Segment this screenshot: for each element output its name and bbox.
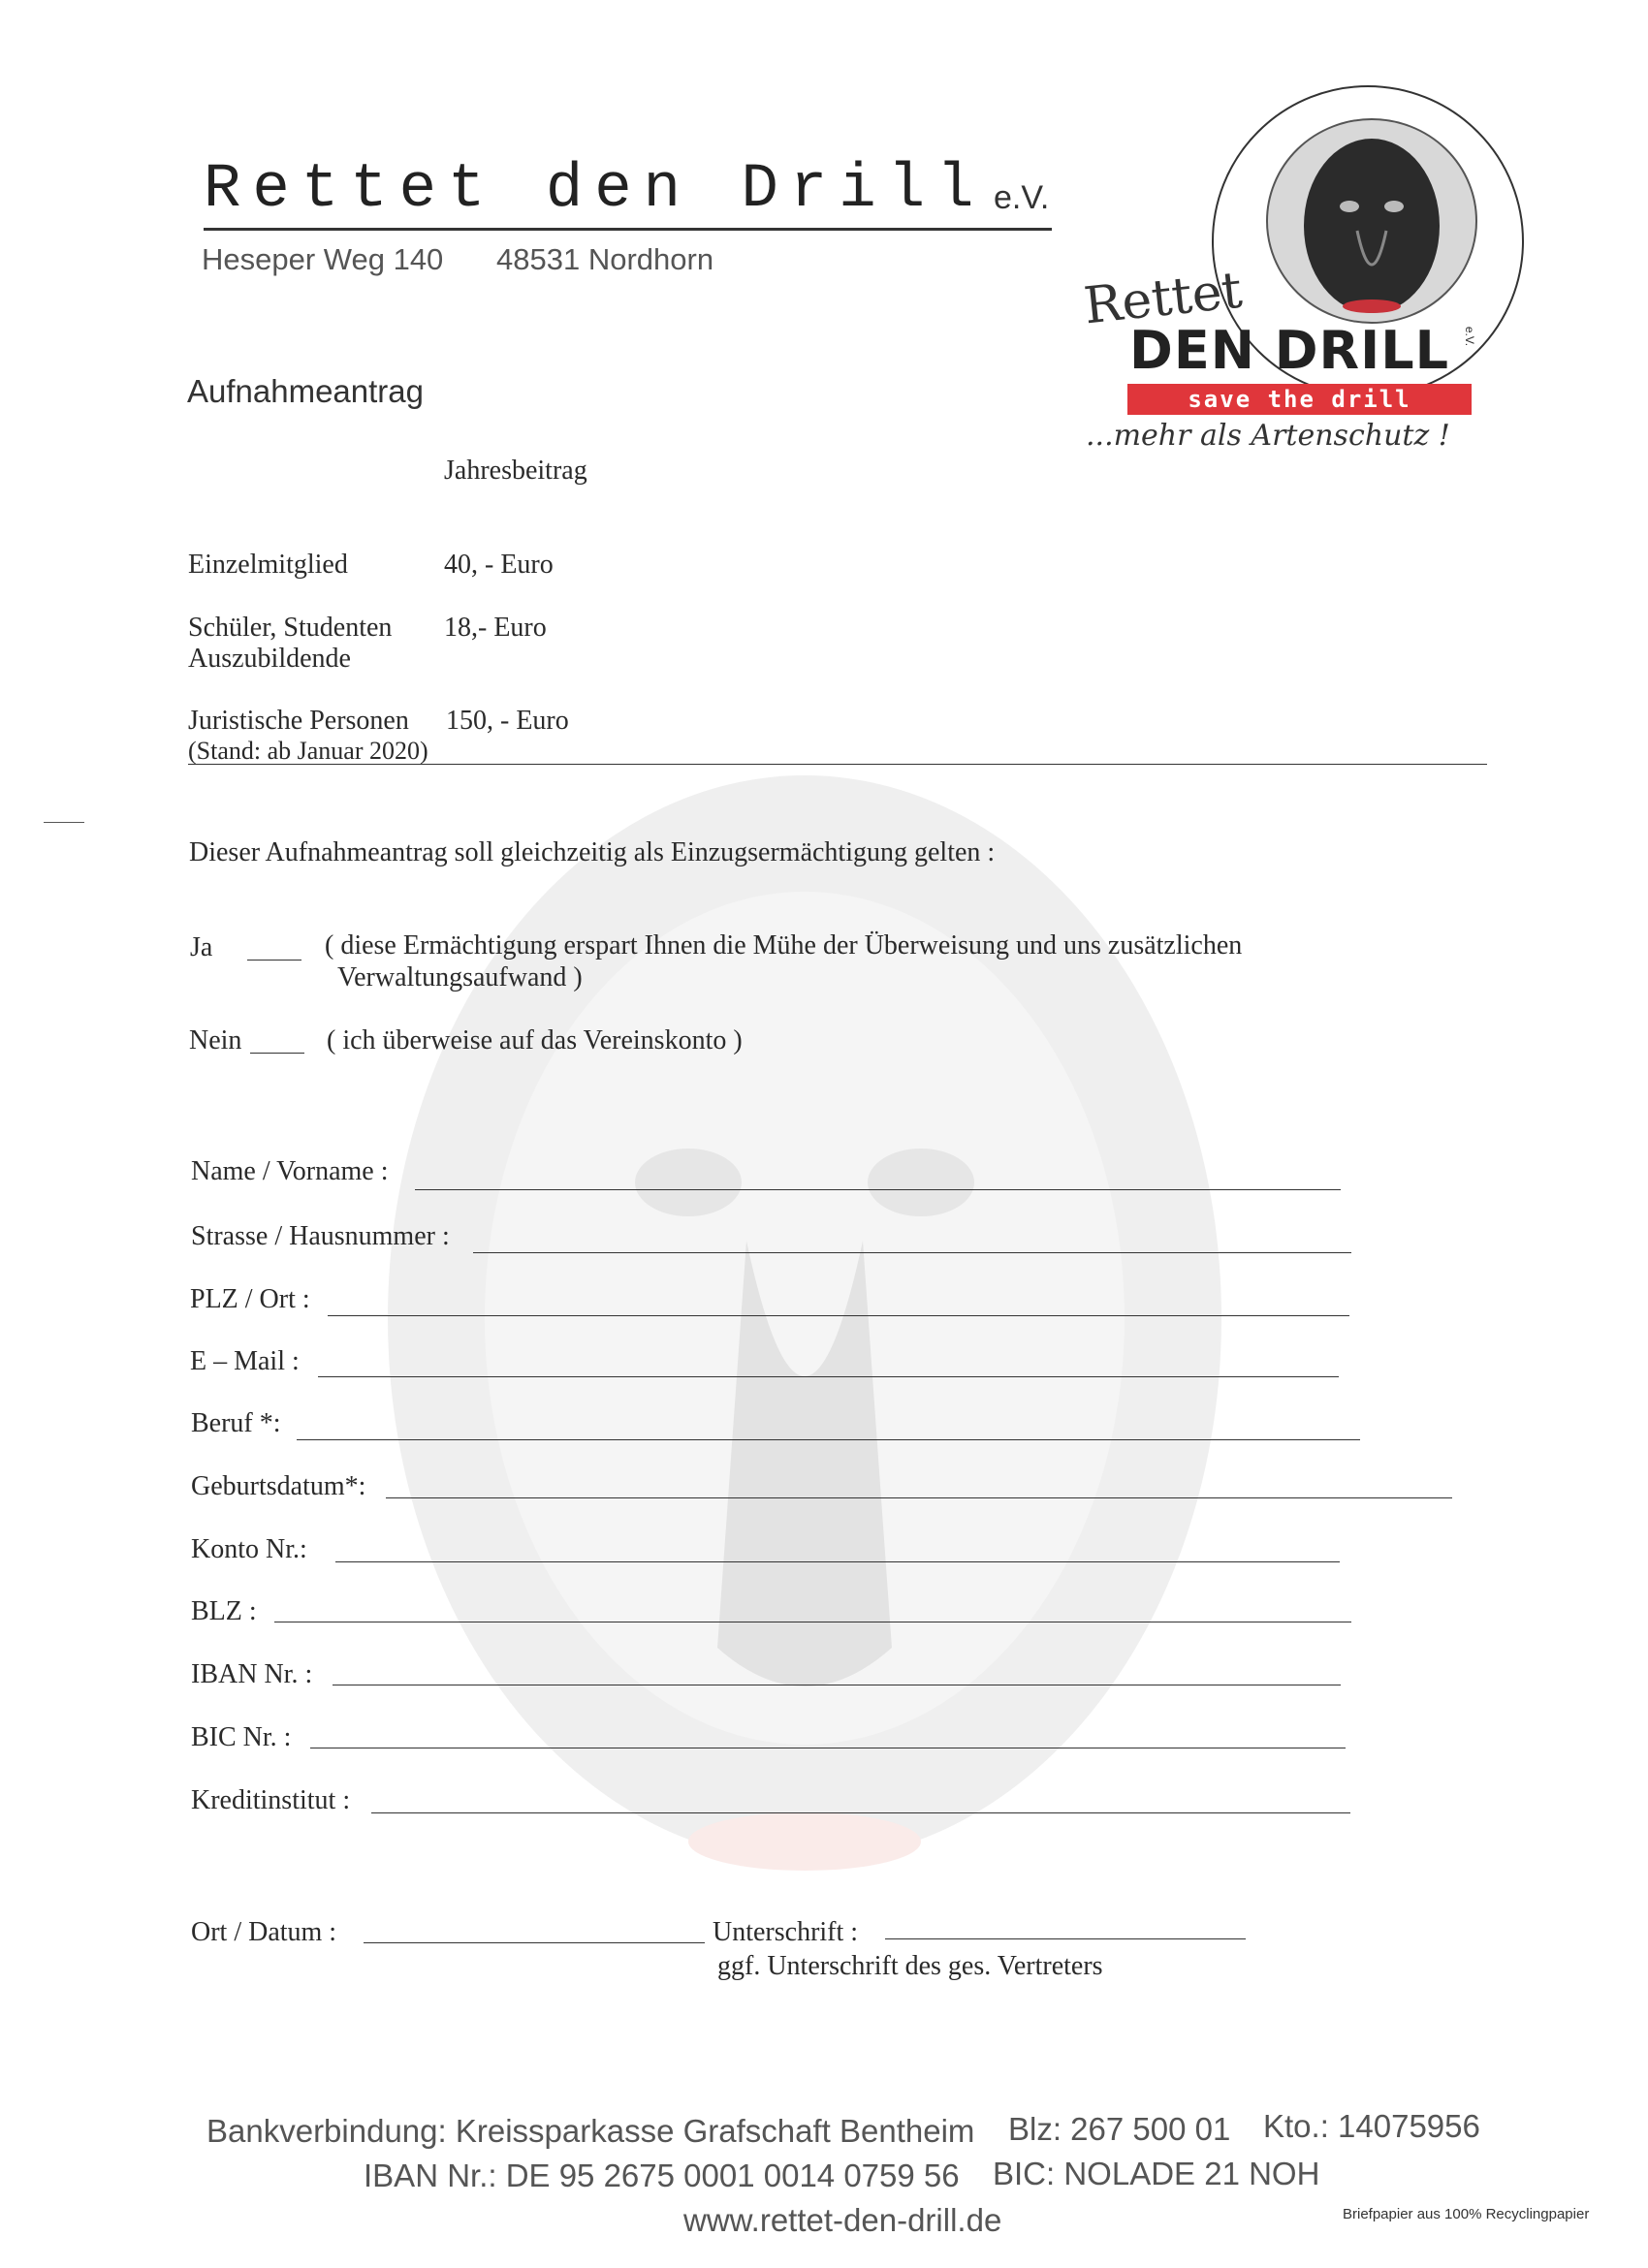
field-label-bic: BIC Nr. : xyxy=(191,1722,292,1752)
mandate-no-checkbox-line[interactable] xyxy=(250,1053,304,1054)
fee-column-header: Jahresbeitrag xyxy=(444,456,587,486)
field-label-iban: IBAN Nr. : xyxy=(191,1659,313,1689)
field-label-geburtsdatum: Geburtsdatum*: xyxy=(191,1471,366,1501)
organization-name: Rettet den Drill xyxy=(204,155,986,225)
fold-mark xyxy=(44,822,84,823)
mandate-no-text: ( ich überweise auf das Vereinskonto ) xyxy=(327,1025,743,1055)
footer-bic: BIC: NOLADE 21 NOH xyxy=(993,2156,1320,2191)
footer-iban: IBAN Nr.: DE 95 2675 0001 0014 0759 56 xyxy=(364,2158,960,2193)
guardian-signature-note: ggf. Unterschrift des ges. Vertreters xyxy=(717,1951,1103,1981)
logo-band-save-the-drill: save the drill xyxy=(1127,384,1472,415)
place-date-label: Ort / Datum : xyxy=(191,1917,337,1947)
mandate-no-label: Nein xyxy=(189,1025,242,1055)
fee-label-juristische: Juristische Personen xyxy=(188,706,409,736)
field-label-kreditinstitut: Kreditinstitut : xyxy=(191,1785,351,1815)
drill-face-icon xyxy=(1260,114,1483,328)
field-label-blz: BLZ : xyxy=(191,1596,257,1626)
mandate-yes-text-2: Verwaltungsaufwand ) xyxy=(337,962,583,992)
fee-amount-students: 18,- Euro xyxy=(444,613,547,643)
field-geburtsdatum-line[interactable] xyxy=(386,1497,1452,1498)
footer-blz: Blz: 267 500 01 xyxy=(1008,2111,1231,2147)
organization-city: 48531 Nordhorn xyxy=(496,242,714,276)
field-beruf-line[interactable] xyxy=(297,1439,1360,1440)
form-title: Aufnahmeantrag xyxy=(187,373,425,409)
field-label-beruf: Beruf *: xyxy=(191,1408,281,1438)
fee-amount-juristische: 150, - Euro xyxy=(446,706,569,736)
fee-stand-note: (Stand: ab Januar 2020) xyxy=(188,737,428,765)
recycling-note: Briefpapier aus 100% Recyclingpapier xyxy=(1343,2206,1590,2222)
logo-text-rettet: Rettet xyxy=(1081,261,1246,336)
field-label-konto: Konto Nr.: xyxy=(191,1534,307,1564)
logo-text-ev: e.V. xyxy=(1463,326,1477,347)
header-divider xyxy=(204,228,1052,231)
organization-suffix: e.V. xyxy=(994,179,1050,216)
field-kreditinstitut-line[interactable] xyxy=(371,1812,1350,1813)
mandate-intro: Dieser Aufnahmeantrag soll gleichzeitig als Einzugsermächtigung gelten : xyxy=(189,837,996,867)
logo-tagline: ...mehr als Artenschutz ! xyxy=(1086,419,1450,453)
field-label-name: Name / Vorname : xyxy=(191,1156,389,1186)
field-name-line[interactable] xyxy=(415,1189,1341,1190)
signature-line[interactable] xyxy=(885,1938,1246,1939)
fee-label-students-2: Auszubildende xyxy=(188,644,351,674)
logo-text-den-drill: DEN DRILL xyxy=(1129,320,1450,381)
mandate-yes-text: ( diese Ermächtigung erspart Ihnen die Mühe der Überweisung und uns zusätzlichen xyxy=(325,930,1243,961)
mandate-yes-label: Ja xyxy=(190,932,213,962)
field-konto-line[interactable] xyxy=(335,1561,1340,1562)
organization-street: Heseper Weg 140 xyxy=(202,242,444,276)
field-label-street: Strasse / Hausnummer : xyxy=(191,1221,450,1251)
field-street-line[interactable] xyxy=(473,1252,1351,1253)
place-date-line[interactable] xyxy=(364,1942,705,1943)
field-label-plz-ort: PLZ / Ort : xyxy=(190,1284,310,1314)
field-plz-ort-line[interactable] xyxy=(328,1315,1349,1316)
field-label-email: E – Mail : xyxy=(190,1346,300,1376)
fee-label-students: Schüler, Studenten xyxy=(188,613,393,643)
fee-label-einzelmitglied: Einzelmitglied xyxy=(188,550,348,580)
footer-bank: Bankverbindung: Kreissparkasse Grafschaft Bentheim xyxy=(206,2113,975,2149)
fee-amount-einzelmitglied: 40, - Euro xyxy=(444,550,554,580)
signature-label: Unterschrift : xyxy=(713,1917,859,1947)
field-email-line[interactable] xyxy=(318,1376,1339,1377)
footer-website[interactable]: www.rettet-den-drill.de xyxy=(683,2202,1002,2238)
fees-divider xyxy=(188,764,1487,765)
footer-kto: Kto.: 14075956 xyxy=(1263,2108,1480,2144)
mandate-yes-checkbox-line[interactable] xyxy=(247,960,301,961)
